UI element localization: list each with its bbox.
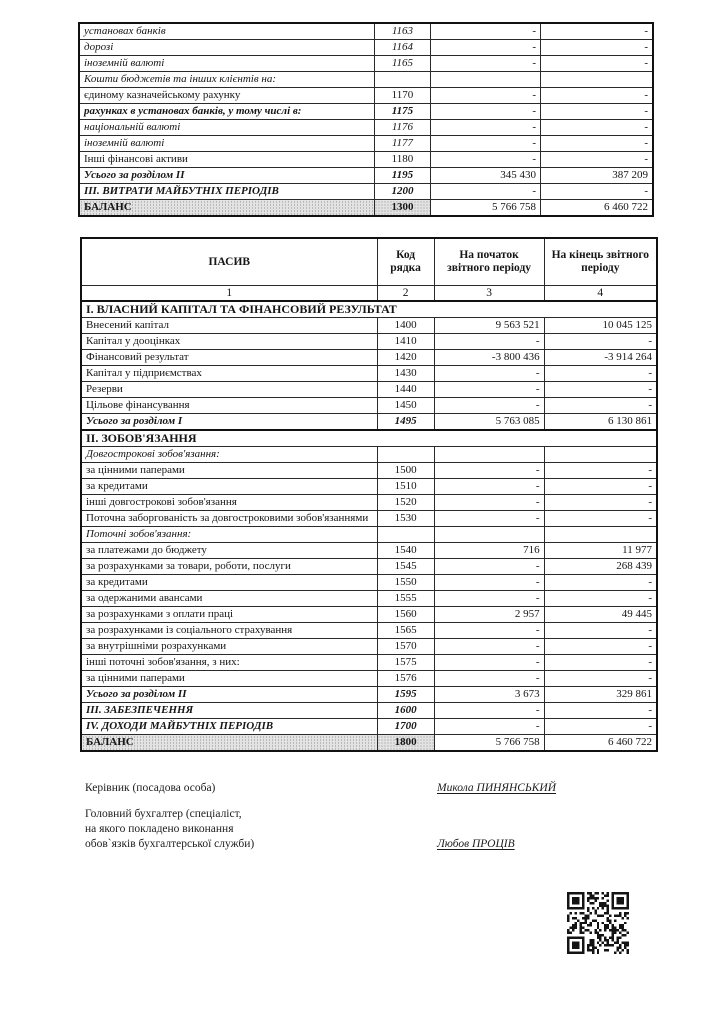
value-end: -3 914 264: [544, 350, 657, 366]
row-label: іноземній валюті: [79, 136, 374, 152]
row-code: 1177: [374, 136, 431, 152]
table-row: [81, 543, 657, 559]
row-code: 1430: [377, 366, 434, 382]
value-end: -: [544, 575, 657, 591]
value-begin: -: [431, 120, 541, 136]
value-begin: -3 800 436: [434, 350, 544, 366]
signature-block: [85, 781, 615, 852]
value-end: -: [544, 334, 657, 350]
section-title: II. ЗОБОВ'ЯЗАННЯ: [81, 430, 657, 447]
value-end: -: [544, 463, 657, 479]
value-end: 268 439: [544, 559, 657, 575]
value-begin: -: [431, 56, 541, 72]
row-code: 1550: [377, 575, 434, 591]
column-number-4: 4: [544, 286, 657, 302]
value-end: -: [540, 40, 653, 56]
table-row: [81, 655, 657, 671]
value-end: -: [544, 479, 657, 495]
table-row: [79, 200, 653, 217]
accountant-name: Любов ПРОЦІВ: [437, 838, 515, 850]
value-end: 387 209: [540, 168, 653, 184]
table-row: [81, 591, 657, 607]
value-begin: -: [431, 40, 541, 56]
table-row: [79, 40, 653, 56]
value-begin: 3 673: [434, 687, 544, 703]
value-end: 10 045 125: [544, 318, 657, 334]
value-begin: -: [434, 366, 544, 382]
value-begin: [434, 527, 544, 543]
row-label: інші довгострокові зобов'язання: [81, 495, 377, 511]
value-begin: -: [431, 152, 541, 168]
table-row: [81, 639, 657, 655]
value-end: -: [544, 703, 657, 719]
column-number-2: 2: [377, 286, 434, 302]
value-begin: [434, 447, 544, 463]
value-begin: -: [434, 559, 544, 575]
row-code: 1420: [377, 350, 434, 366]
row-label: БАЛАНС: [81, 735, 377, 752]
value-end: -: [544, 366, 657, 382]
value-end: -: [544, 623, 657, 639]
row-code: 1440: [377, 382, 434, 398]
value-begin: -: [434, 671, 544, 687]
row-code: 1300: [374, 200, 431, 217]
table-row: [81, 559, 657, 575]
table-row: [79, 88, 653, 104]
row-label: за розрахунками за товари, роботи, послуги: [81, 559, 377, 575]
table-row: [81, 366, 657, 382]
pasiv-header-row: [81, 238, 657, 286]
table-row: [79, 72, 653, 88]
value-begin: -: [434, 655, 544, 671]
value-begin: -: [434, 463, 544, 479]
director-name: Микола ПИНЯНСЬКИЙ: [437, 782, 556, 794]
row-label: Поточна заборгованість за довгостроковими зобов'язаннями: [81, 511, 377, 527]
row-label: за кредитами: [81, 575, 377, 591]
table-row: [81, 447, 657, 463]
row-label: за розрахунками з оплати праці: [81, 607, 377, 623]
value-end: -: [544, 398, 657, 414]
row-code: 1163: [374, 23, 431, 40]
row-label: іноземній валюті: [79, 56, 374, 72]
value-begin: 5 766 758: [431, 200, 541, 217]
value-begin: -: [434, 382, 544, 398]
row-code: 1176: [374, 120, 431, 136]
value-begin: -: [434, 479, 544, 495]
accountant-role-line2: на якого покладено виконання: [85, 823, 234, 835]
value-end: -: [544, 495, 657, 511]
row-code: 1400: [377, 318, 434, 334]
passive-table: [80, 237, 658, 752]
accountant-signature-row: [85, 807, 615, 852]
value-begin: -: [434, 511, 544, 527]
value-end: -: [544, 655, 657, 671]
accountant-role-line1: Головний бухгалтер (спеціаліст,: [85, 808, 242, 820]
row-label: IV. ДОХОДИ МАЙБУТНІХ ПЕРІОДІВ: [81, 719, 377, 735]
value-begin: -: [434, 703, 544, 719]
table-row: [81, 703, 657, 719]
value-end: 6 460 722: [544, 735, 657, 752]
value-end: -: [540, 136, 653, 152]
value-begin: -: [431, 136, 541, 152]
value-begin: -: [434, 495, 544, 511]
table-row: [79, 136, 653, 152]
row-code: 1560: [377, 607, 434, 623]
row-code: 1575: [377, 655, 434, 671]
row-label: Інші фінансові активи: [79, 152, 374, 168]
row-label: III. ЗАБЕЗПЕЧЕННЯ: [81, 703, 377, 719]
value-end: -: [540, 23, 653, 40]
director-role-label: Керівник (посадова особа): [85, 782, 216, 794]
row-code: 1570: [377, 639, 434, 655]
row-code: 1700: [377, 719, 434, 735]
column-number-3: 3: [434, 286, 544, 302]
row-label: національній валюті: [79, 120, 374, 136]
pasiv-column-numbers-row: [81, 286, 657, 302]
row-code: 1410: [377, 334, 434, 350]
row-label: Капітал у підприємствах: [81, 366, 377, 382]
row-code: 1565: [377, 623, 434, 639]
row-label: інші поточні зобов'язання, з них:: [81, 655, 377, 671]
value-begin: -: [434, 719, 544, 735]
row-code: 1164: [374, 40, 431, 56]
row-label: Резерви: [81, 382, 377, 398]
table-row: [81, 334, 657, 350]
value-end: -: [544, 511, 657, 527]
table-row: [81, 350, 657, 366]
row-code: 1545: [377, 559, 434, 575]
value-end: -: [544, 671, 657, 687]
value-begin: 5 766 758: [434, 735, 544, 752]
row-code: 1200: [374, 184, 431, 200]
value-begin: -: [431, 23, 541, 40]
row-code: 1520: [377, 495, 434, 511]
row-label: Фінансовий результат: [81, 350, 377, 366]
row-code: 1495: [377, 414, 434, 431]
row-label: за внутрішніми розрахунками: [81, 639, 377, 655]
table-row: [79, 120, 653, 136]
row-code: 1510: [377, 479, 434, 495]
table-row: [81, 463, 657, 479]
row-label: Кошти бюджетів та інших клієнтів на:: [79, 72, 374, 88]
value-end: -: [540, 184, 653, 200]
table-row: [81, 671, 657, 687]
column-number-1: 1: [81, 286, 377, 302]
value-begin: 2 957: [434, 607, 544, 623]
row-label: за цінними паперами: [81, 463, 377, 479]
value-end: -: [540, 152, 653, 168]
table-row: [81, 414, 657, 431]
value-end: 329 861: [544, 687, 657, 703]
qr-code-icon: [567, 892, 629, 954]
value-end: -: [540, 120, 653, 136]
row-label: Усього за розділом II: [79, 168, 374, 184]
director-signature-row: [85, 781, 615, 796]
row-code: 1555: [377, 591, 434, 607]
row-code: 1175: [374, 104, 431, 120]
row-label: за кредитами: [81, 479, 377, 495]
value-begin: -: [434, 575, 544, 591]
row-label: Усього за розділом I: [81, 414, 377, 431]
row-label: Цільове фінансування: [81, 398, 377, 414]
row-label: Поточні зобов'язання:: [81, 527, 377, 543]
table-row: [79, 168, 653, 184]
table-row: [81, 495, 657, 511]
row-label: за розрахунками із соціального страхування: [81, 623, 377, 639]
section-row: [81, 301, 657, 318]
value-begin: -: [434, 334, 544, 350]
value-begin: -: [434, 639, 544, 655]
row-label: Усього за розділом II: [81, 687, 377, 703]
row-code: 1180: [374, 152, 431, 168]
value-begin: 345 430: [431, 168, 541, 184]
row-code: 1165: [374, 56, 431, 72]
value-begin: -: [431, 184, 541, 200]
table-row: [81, 575, 657, 591]
row-label: за платежами до бюджету: [81, 543, 377, 559]
row-label: III. ВИТРАТИ МАЙБУТНІХ ПЕРІОДІВ: [79, 184, 374, 200]
table-row: [79, 152, 653, 168]
row-code: 1800: [377, 735, 434, 752]
value-end: -: [544, 719, 657, 735]
section-title: I. ВЛАСНИЙ КАПІТАЛ ТА ФІНАНСОВИЙ РЕЗУЛЬТАТ: [81, 301, 657, 318]
table-row: [81, 719, 657, 735]
table-row: [79, 104, 653, 120]
row-code: 1576: [377, 671, 434, 687]
value-end: -: [540, 56, 653, 72]
value-end: -: [544, 382, 657, 398]
value-end: -: [540, 88, 653, 104]
table-row: [81, 623, 657, 639]
accountant-role-line3: обов`язків бухгалтерської служби): [85, 838, 255, 850]
table-row: [81, 398, 657, 414]
row-label: за одержаними авансами: [81, 591, 377, 607]
active-table-continuation: [78, 22, 654, 217]
value-begin: -: [431, 88, 541, 104]
value-begin: 9 563 521: [434, 318, 544, 334]
table-row: [81, 607, 657, 623]
row-code: 1195: [374, 168, 431, 184]
pasiv-header-code: Код рядка: [377, 238, 434, 286]
row-code: [377, 447, 434, 463]
table-row: [81, 318, 657, 334]
value-end: 6 460 722: [540, 200, 653, 217]
row-code: [377, 527, 434, 543]
row-code: 1170: [374, 88, 431, 104]
table-row: [79, 23, 653, 40]
row-code: 1600: [377, 703, 434, 719]
value-begin: 5 763 085: [434, 414, 544, 431]
value-end: 11 977: [544, 543, 657, 559]
row-label: Внесений капітал: [81, 318, 377, 334]
accountant-role-label: [85, 807, 437, 852]
table-row: [81, 382, 657, 398]
row-code: 1500: [377, 463, 434, 479]
value-end: -: [544, 591, 657, 607]
row-code: 1450: [377, 398, 434, 414]
value-end: 49 445: [544, 607, 657, 623]
value-end: -: [540, 104, 653, 120]
value-begin: -: [434, 398, 544, 414]
pasiv-header-begin: На початок звітного періоду: [434, 238, 544, 286]
value-end: [544, 447, 657, 463]
row-label: БАЛАНС: [79, 200, 374, 217]
row-label: установах банків: [79, 23, 374, 40]
value-end: 6 130 861: [544, 414, 657, 431]
row-code: 1540: [377, 543, 434, 559]
pasiv-header-title: ПАСИВ: [81, 238, 377, 286]
value-begin: -: [434, 623, 544, 639]
row-label: єдиному казначейському рахунку: [79, 88, 374, 104]
table-row: [81, 479, 657, 495]
value-end: -: [544, 639, 657, 655]
value-begin: [431, 72, 541, 88]
table-row: [81, 687, 657, 703]
table-row: [81, 735, 657, 752]
active-table: [78, 22, 654, 217]
pasiv-header-end: На кінець звітного періоду: [544, 238, 657, 286]
value-begin: 716: [434, 543, 544, 559]
row-code: 1595: [377, 687, 434, 703]
table-row: [81, 511, 657, 527]
table-row: [79, 184, 653, 200]
value-begin: -: [434, 591, 544, 607]
row-label: Довгострокові зобов'язання:: [81, 447, 377, 463]
table-row: [79, 56, 653, 72]
pasiv-table: [80, 237, 658, 752]
value-end: [544, 527, 657, 543]
section-row: [81, 430, 657, 447]
row-label: рахунках в установах банків, у тому числі в:: [79, 104, 374, 120]
table-row: [81, 527, 657, 543]
row-code: 1530: [377, 511, 434, 527]
value-end: [540, 72, 653, 88]
row-code: [374, 72, 431, 88]
row-label: Капітал у дооцінках: [81, 334, 377, 350]
value-begin: -: [431, 104, 541, 120]
row-label: дорозі: [79, 40, 374, 56]
row-label: за цінними паперами: [81, 671, 377, 687]
